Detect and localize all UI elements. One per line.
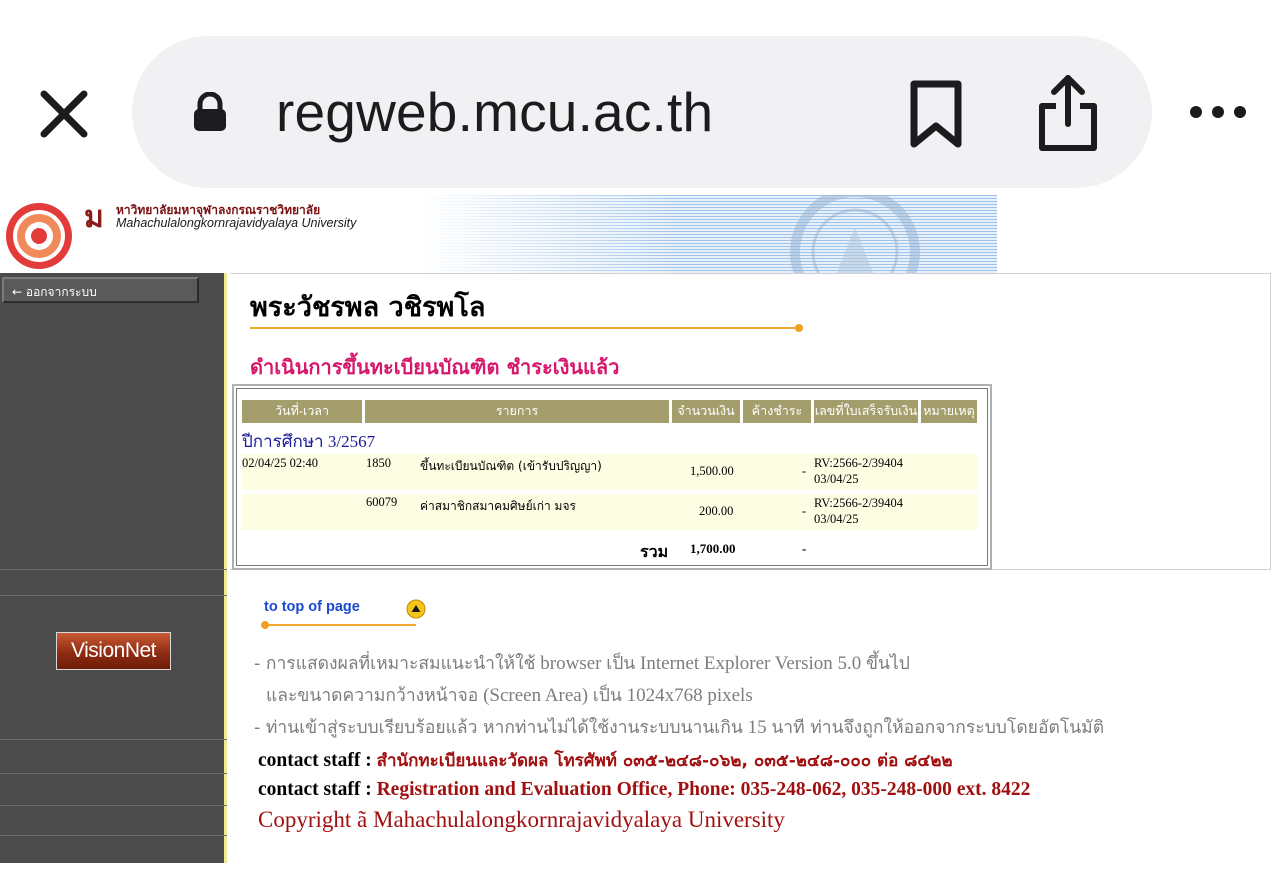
- contact-th: contact staff : สำนักทะเบียนและวัดผล โทรศัพท์ ๐๓๕-๒๔๘-๐๖๒, ๐๓๕-๒๔๘-๐๐๐ ต่อ ๘๔๒๒: [258, 750, 953, 771]
- lock-icon: [192, 92, 228, 132]
- university-banner: [0, 195, 997, 273]
- main-content: [230, 273, 1284, 889]
- contact-en: contact staff : Registration and Evaluation Office, Phone: 035-248-062, 035-248-000 ext. 8422: [258, 779, 1031, 800]
- column-header-datetime: วันที่-เวลา: [242, 400, 362, 423]
- visionnet-logo-button[interactable]: VisionNet: [56, 632, 171, 670]
- column-header-receipt: เลขที่ใบเสร็จรับเงิน: [814, 400, 918, 423]
- total-outstanding: -: [802, 541, 807, 556]
- row-code: 1850: [366, 456, 391, 470]
- column-header-outstanding: ค้างชำระ: [743, 400, 811, 423]
- more-icon[interactable]: [1188, 100, 1248, 124]
- to-top-link[interactable]: to top of page: [264, 599, 360, 615]
- copyright: Copyright ã Mahachulalongkornrajavidyalaya University: [258, 807, 785, 832]
- close-icon[interactable]: [36, 86, 92, 142]
- row-code: 60079: [366, 495, 398, 509]
- row-item: ขึ้นทะเบียนบัณฑิต (เข้ารับปริญญา): [420, 459, 602, 473]
- session-note: - ท่านเข้าสู่ระบบเรียบร้อยแล้ว หากท่านไม่ได้ใช้งานระบบนานเกิน 15 นาที ท่านจึงถูกให้ออกจากระบบโดยอัตโนมัติ: [254, 717, 1105, 738]
- column-header-amount: จำนวนเงิน: [672, 400, 740, 423]
- column-header-item: รายการ: [365, 400, 669, 423]
- bookmark-icon[interactable]: [906, 80, 966, 148]
- column-header-remark: หมายเหตุ: [921, 400, 977, 423]
- student-name: พระวัชรพล วชิรพโล: [250, 292, 486, 323]
- row-outstanding: -: [802, 464, 807, 478]
- row-receipt-date: 03/04/25: [814, 472, 859, 486]
- row-item: ค่าสมาชิกสมาคมศิษย์เก่า มจร: [420, 499, 576, 513]
- share-icon[interactable]: [1036, 72, 1100, 152]
- url-text[interactable]: regweb.mcu.ac.th: [276, 81, 714, 143]
- browser-note: - การแสดงผลที่เหมาะสมแนะนำให้ใช้ browser เป็น Internet Explorer Version 5.0 ขึ้นไป: [254, 653, 910, 674]
- browser-toolbar: [0, 0, 1284, 195]
- banner-logo-mark: ม: [84, 201, 104, 234]
- university-name-th: หาวิทยาลัยมหาจุฬาลงกรณราชวิทยาลัย: [116, 203, 321, 217]
- row-receipt-no: RV:2566-2/39404: [814, 496, 904, 510]
- total-amount: 1,700.00: [690, 541, 736, 556]
- sidebar: [0, 273, 227, 863]
- row-receipt-no: RV:2566-2/39404: [814, 456, 904, 470]
- row-outstanding: -: [802, 504, 807, 518]
- logout-label: ออกจากระบบ: [25, 285, 97, 299]
- total-label: รวม: [640, 542, 669, 561]
- row-receipt-date: 03/04/25: [814, 512, 859, 526]
- row-amount: 200.00: [699, 504, 734, 518]
- university-seal-icon: [4, 201, 74, 271]
- row-datetime: 02/04/25 02:40: [242, 456, 319, 470]
- academic-year-label: ปีการศึกษา 3/2567: [242, 432, 376, 451]
- row-amount: 1,500.00: [690, 464, 734, 478]
- screen-note: และขนาดความกว้างหน้าจอ (Screen Area) เป็น 1024x768 pixels: [266, 685, 753, 706]
- section-title: ดำเนินการขึ้นทะเบียนบัณฑิต ชำระเงินแล้ว: [250, 355, 620, 379]
- logout-button[interactable]: [2, 277, 199, 303]
- university-name-en: Mahachulalongkornrajavidyalaya University: [116, 216, 357, 230]
- seal-watermark-icon: [780, 195, 930, 273]
- back-arrow-icon: ←: [12, 285, 26, 299]
- payment-table: [232, 384, 992, 570]
- arrow-up-icon[interactable]: [406, 599, 426, 619]
